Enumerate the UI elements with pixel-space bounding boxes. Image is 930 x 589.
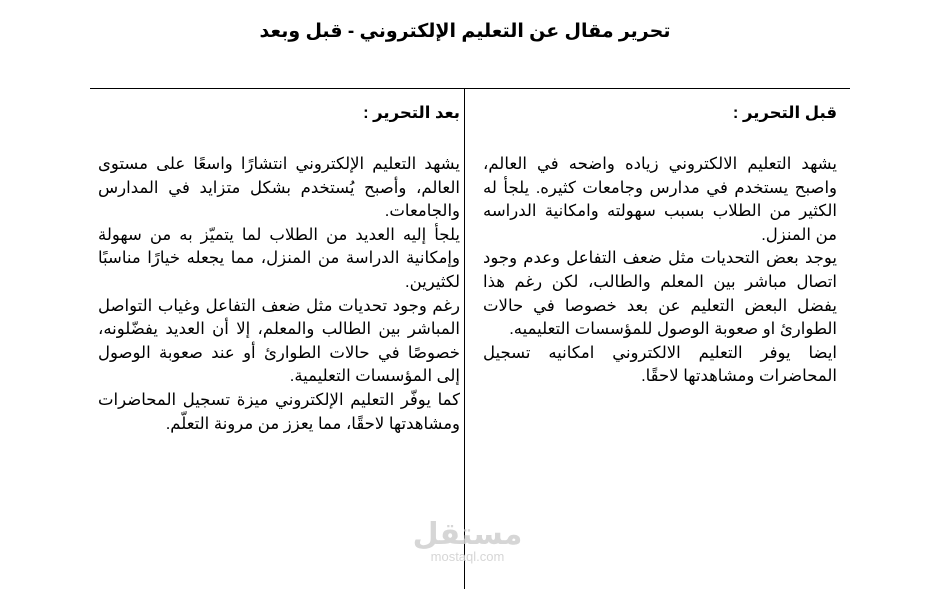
- after-paragraph-3: رغم وجود تحديات مثل ضعف التفاعل وغياب التواصل المباشر بين الطالب والمعلم، إلا أن العديد يفضّلونه، خصوصًا في حالات الطوارئ أو عند صعوبة الوصول إلى المؤسسات التعليمية.: [98, 296, 460, 386]
- comparison-table: [90, 88, 850, 589]
- before-paragraph-3: ايضا يوفر التعليم الالكتروني امكانيه تسجيل المحاضرات ومشاهدتها لاحقًا.: [483, 343, 837, 386]
- after-paragraph-4: كما يوفّر التعليم الإلكتروني ميزة تسجيل المحاضرات ومشاهدتها لاحقًا، مما يعزز من مرونة التعلّم.: [98, 390, 460, 433]
- before-paragraph-2: يوجد بعض التحديات مثل ضعف التفاعل وعدم وجود اتصال مباشر بين المعلم والطالب، لكن رغم هذا يفضل البعض التعليم عن بعد خصوصا في حالات الطوارئ او صعوبة الوصول للمؤسسات التعليميه.: [483, 249, 837, 339]
- after-paragraph-1: يشهد التعليم الإلكتروني انتشارًا واسعًا على مستوى العالم، وأصبح يُستخدم بشكل متزايد في المدارس والجامعات.: [98, 155, 460, 221]
- watermark: [410, 520, 525, 564]
- before-heading: قبل التحرير :: [732, 104, 837, 122]
- before-paragraph-1: يشهد التعليم الالكتروني زياده واضحه في العالم، واصبح يستخدم في مدارس وجامعات كثيره. يلجأ له الكثير من الطلاب بسبب سهولته وامكانية الدراسه من المنزل.: [483, 155, 837, 244]
- after-heading: بعد التحرير :: [363, 104, 460, 122]
- watermark-logo: مستقل: [412, 518, 523, 551]
- watermark-url: mostaql.com: [430, 549, 505, 564]
- page-title: تحرير مقال عن التعليم الإلكتروني - قبل وبعد: [259, 21, 671, 42]
- before-column: [483, 101, 837, 389]
- after-paragraph-2: يلجأ إليه العديد من الطلاب لما يتميّز به من سهولة وإمكانية الدراسة من المنزل، مما يجعله خيارًا مناسبًا لكثيرين.: [98, 225, 460, 291]
- column-divider: [464, 89, 465, 589]
- after-column: [98, 101, 460, 436]
